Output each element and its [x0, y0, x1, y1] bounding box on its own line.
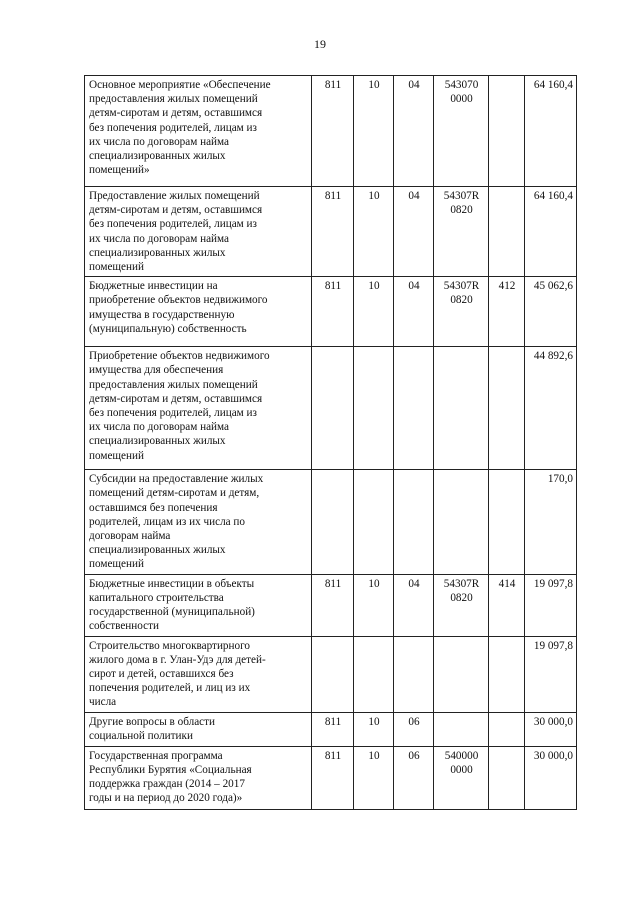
table-row — [85, 636, 577, 712]
expense-type-cell — [489, 636, 525, 712]
expense-name-line: без попечения родителей, лицам из — [89, 121, 257, 134]
section-code-cell: 10 — [354, 574, 394, 636]
expense-name-line: Предоставление жилых помещений — [89, 190, 260, 202]
expense-name-line: их числа по договорам найма — [89, 232, 230, 245]
expense-type-cell — [489, 347, 525, 470]
expense-name-line: приобретение объектов недвижимого — [89, 294, 268, 307]
amount-cell: 44 892,6 — [525, 347, 577, 470]
expense-name-line: Бюджетные инвестиции на — [89, 280, 218, 293]
expense-name-line: без попечения родителей, лицам из — [89, 218, 257, 231]
expense-name-line: Приобретение объектов недвижимого — [89, 350, 270, 363]
expense-name-cell — [85, 187, 312, 277]
expense-name-line: их числа по договорам найма — [89, 135, 230, 148]
amount-cell: 64 160,4 — [525, 187, 577, 277]
target-article-line: 0820 — [450, 591, 473, 604]
table-row — [85, 470, 577, 574]
target-article-line: 0820 — [450, 204, 473, 217]
expense-type-cell — [489, 712, 525, 746]
expense-type-cell — [489, 746, 525, 809]
expense-name-line: Основное мероприятие «Обеспечение — [89, 79, 271, 91]
table-row — [85, 187, 577, 277]
target-article-line: 54307R — [443, 577, 480, 590]
subsection-code-cell — [394, 347, 434, 470]
expense-name-line: Субсидии на предоставление жилых — [89, 473, 264, 486]
subsection-code-cell — [394, 636, 434, 712]
ministry-code-cell — [312, 470, 354, 574]
ministry-code-cell: 811 — [312, 76, 354, 187]
target-article-cell — [434, 347, 489, 470]
amount-cell: 30 000,0 — [525, 712, 577, 746]
table-row — [85, 347, 577, 470]
expense-name-line: детям-сиротам и детям, оставшимся — [89, 392, 263, 405]
expense-name-line: имущества в государственную — [89, 308, 235, 321]
expense-name-line: предоставления жилых помещений — [89, 93, 258, 106]
expense-name-line: помещений — [89, 449, 144, 462]
expense-name-line: числа — [89, 696, 117, 709]
target-article-line: 543070 — [444, 79, 479, 91]
table-row — [85, 712, 577, 746]
amount-cell: 170,0 — [525, 470, 577, 574]
section-code-cell — [354, 470, 394, 574]
section-code-cell: 10 — [354, 187, 394, 277]
target-article-line: 54307R — [443, 280, 480, 293]
amount-cell: 19 097,8 — [525, 636, 577, 712]
target-article-line: 540000 — [444, 749, 479, 762]
expense-name-line: (муниципальную) собственность — [89, 322, 247, 335]
subsection-code-cell — [394, 470, 434, 574]
target-article-cell — [434, 76, 489, 187]
expense-name-line: государственной (муниципальной) — [89, 606, 255, 619]
expense-name-line: жилого дома в г. Улан-Удэ для детей- — [89, 653, 266, 666]
expense-name-line: оставшимся без попечения — [89, 501, 218, 514]
expense-name-line: специализированных жилых — [89, 544, 226, 557]
expense-name-line: поддержка граждан (2014 – 2017 — [89, 778, 245, 791]
expense-name-line: помещений — [89, 558, 144, 571]
target-article-line: 0000 — [450, 93, 473, 106]
target-article-cell — [434, 574, 489, 636]
subsection-code-cell: 04 — [394, 277, 434, 347]
expense-name-line: Строительство многоквартирного — [89, 639, 251, 652]
expense-name-cell — [85, 277, 312, 347]
expense-name-line: детям-сиротам и детям, оставшимся — [89, 107, 263, 120]
amount-cell: 45 062,6 — [525, 277, 577, 347]
subsection-code-cell: 04 — [394, 187, 434, 277]
subsection-code-cell: 06 — [394, 712, 434, 746]
expense-name-line: их числа по договорам найма — [89, 421, 230, 434]
table-row — [85, 277, 577, 347]
expense-name-line: помещений детям-сиротам и детям, — [89, 487, 260, 500]
expense-name-line: специализированных жилых — [89, 435, 226, 448]
expense-type-cell: 412 — [489, 277, 525, 347]
expense-name-line: специализированных жилых — [89, 150, 226, 163]
table-row — [85, 76, 577, 187]
table-row — [85, 574, 577, 636]
section-code-cell: 10 — [354, 277, 394, 347]
section-code-cell: 10 — [354, 76, 394, 187]
expense-name-line: имущества для обеспечения — [89, 364, 224, 377]
expense-name-line: Республики Бурятия «Социальная — [89, 763, 252, 776]
expense-name-line: помещений — [89, 261, 144, 274]
expense-type-cell — [489, 470, 525, 574]
target-article-cell — [434, 746, 489, 809]
target-article-cell — [434, 636, 489, 712]
expense-name-cell — [85, 470, 312, 574]
expense-name-line: без попечения родителей, лицам из — [89, 407, 257, 420]
expense-name-line: Другие вопросы в области — [89, 715, 216, 728]
budget-table — [84, 75, 577, 810]
target-article-line: 54307R — [443, 190, 480, 202]
section-code-cell: 10 — [354, 746, 394, 809]
ministry-code-cell: 811 — [312, 187, 354, 277]
target-article-cell — [434, 470, 489, 574]
amount-cell: 30 000,0 — [525, 746, 577, 809]
expense-name-cell — [85, 712, 312, 746]
expense-name-line: Государственная программа — [89, 749, 223, 762]
expense-name-line: детям-сиротам и детям, оставшимся — [89, 204, 263, 217]
target-article-cell — [434, 277, 489, 347]
expense-name-line: социальной политики — [89, 729, 193, 742]
ministry-code-cell: 811 — [312, 277, 354, 347]
expense-name-line: родителей, лицам из их числа по — [89, 515, 246, 528]
ministry-code-cell: 811 — [312, 712, 354, 746]
expense-name-line: капитального строительства — [89, 591, 224, 604]
target-article-line: 0820 — [450, 294, 473, 307]
expense-name-line: годы и на период до 2020 года)» — [89, 792, 243, 805]
expense-name-line: помещений» — [89, 164, 150, 177]
subsection-code-cell: 04 — [394, 76, 434, 187]
table-row — [85, 746, 577, 809]
ministry-code-cell: 811 — [312, 574, 354, 636]
section-code-cell: 10 — [354, 712, 394, 746]
expense-type-cell: 414 — [489, 574, 525, 636]
expense-name-line: сирот и детей, оставшихся без — [89, 668, 234, 681]
expense-name-line: договорам найма — [89, 530, 171, 543]
expense-name-line: собственности — [89, 620, 159, 633]
section-code-cell — [354, 347, 394, 470]
amount-cell: 19 097,8 — [525, 574, 577, 636]
expense-type-cell — [489, 76, 525, 187]
expense-name-cell — [85, 636, 312, 712]
expense-name-line: попечения родителей, и лиц из их — [89, 682, 251, 695]
ministry-code-cell — [312, 347, 354, 470]
section-code-cell — [354, 636, 394, 712]
subsection-code-cell: 04 — [394, 574, 434, 636]
ministry-code-cell: 811 — [312, 746, 354, 809]
expense-name-line: специализированных жилых — [89, 246, 226, 259]
expense-name-cell — [85, 574, 312, 636]
target-article-line: 0000 — [450, 763, 473, 776]
expense-type-cell — [489, 187, 525, 277]
expense-name-cell — [85, 746, 312, 809]
expense-name-cell — [85, 76, 312, 187]
expense-name-line: Бюджетные инвестиции в объекты — [89, 577, 255, 590]
expense-name-cell — [85, 347, 312, 470]
target-article-cell — [434, 187, 489, 277]
expense-name-line: предоставления жилых помещений — [89, 378, 258, 391]
ministry-code-cell — [312, 636, 354, 712]
page-number: 19 — [314, 37, 326, 51]
target-article-cell — [434, 712, 489, 746]
amount-cell: 64 160,4 — [525, 76, 577, 187]
subsection-code-cell: 06 — [394, 746, 434, 809]
